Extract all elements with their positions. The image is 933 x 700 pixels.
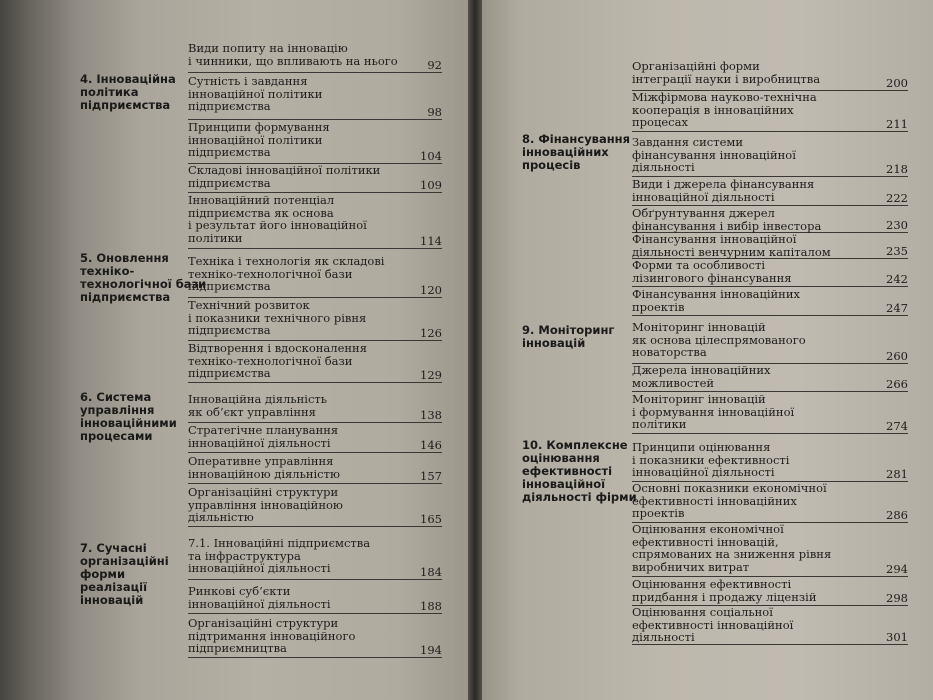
toc-entry-text: Завдання системи фінансування інноваційної діяльності <box>632 135 796 174</box>
toc-page-number: 211 <box>886 116 908 131</box>
toc-page-number: 266 <box>886 376 908 391</box>
toc-page-number: 200 <box>886 75 908 90</box>
section-title: 7. Сучасні організаційні форми реалізації інновацій <box>80 541 169 607</box>
toc-entry-text: Організаційні структури управління інноваційною діяльністю <box>188 485 343 524</box>
toc-page-number: 281 <box>886 466 908 481</box>
toc-entry-text: Оцінювання економічної ефективності інновацій, спрямованих на зниження рівня виробничих витрат <box>632 522 832 574</box>
toc-entry-text: Відтворення і вдосконалення техніко-технологічної бази підприємства <box>188 341 367 380</box>
toc-entry-text: Фінансування інноваційної діяльності венчурним капіталом <box>632 232 831 259</box>
toc-entry <box>632 523 908 577</box>
toc-entry-text: Види попиту на інновацію і чинники, що впливають на нього <box>188 41 398 68</box>
toc-page-number: 242 <box>886 271 908 286</box>
toc-page-number: 184 <box>420 564 442 579</box>
toc-page-number: 274 <box>886 418 908 433</box>
toc-entry <box>188 164 442 193</box>
toc-entry-text: Інноваційна діяльність як об’єкт управління <box>188 392 328 419</box>
toc-page-number: 126 <box>420 325 442 340</box>
toc-entry <box>632 288 908 316</box>
toc-entry <box>188 424 442 453</box>
toc-entry-text: Оцінювання соціальної ефективності інноваційної діяльності <box>632 605 794 644</box>
toc-entry-text: Ринкові суб’єкти інноваційної діяльності <box>188 584 331 611</box>
toc-entry-text: Моніторинг інновацій як основа цілеспрямованого новаторства <box>632 320 806 359</box>
toc-entry-text: Види і джерела фінансування інноваційної діяльності <box>632 177 815 204</box>
toc-page-number: 92 <box>427 57 442 72</box>
toc-page-number: 247 <box>886 300 908 315</box>
section-title: 9. Моніторинг інновацій <box>522 323 615 350</box>
toc-page-number: 260 <box>886 348 908 363</box>
toc-page-number: 188 <box>420 598 442 613</box>
toc-entry-text: Інноваційний потенціал підприємства як основа і результат його інноваційної політики <box>188 193 367 245</box>
toc-entry <box>188 342 442 383</box>
toc-page-number: 114 <box>420 233 442 248</box>
toc-entry-text: Основні показники економічної ефективності інноваційних проектів <box>632 481 827 520</box>
toc-entry-text: Оцінювання ефективності придбання і продажу ліцензій <box>632 577 817 604</box>
toc-page-number: 109 <box>420 177 442 192</box>
toc-entry <box>188 75 442 120</box>
toc-page-number: 146 <box>420 437 442 452</box>
toc-entry-text: Моніторинг інновацій і формування інноваційної політики <box>632 392 795 431</box>
toc-entry <box>188 585 442 614</box>
toc-entry-text: Принципи формування інноваційної політики підприємства <box>188 120 330 159</box>
toc-entry-text: Організаційні структури підтримання інноваційного підприємництва <box>188 616 356 655</box>
toc-entry <box>632 178 908 206</box>
section-title: 5. Оновлення техніко- технологічної бази підприємства <box>80 251 207 304</box>
toc-entry <box>632 233 908 259</box>
toc-entry-text: Обґрунтування джерел фінансування і вибір інвестора <box>632 206 822 233</box>
toc-entry <box>188 255 442 298</box>
toc-entry-text: Принципи оцінювання і показники ефективності інноваційної діяльності <box>632 440 790 479</box>
toc-entry-text: Сутність і завдання інноваційної політики підприємства <box>188 74 323 113</box>
book-gutter <box>468 0 482 700</box>
toc-page-number: 222 <box>886 190 908 205</box>
toc-entry <box>632 259 908 287</box>
toc-entry <box>188 455 442 484</box>
toc-entry <box>632 364 908 392</box>
toc-entry <box>188 393 442 423</box>
toc-entry <box>632 578 908 606</box>
toc-page-number: 298 <box>886 590 908 605</box>
toc-page-number: 286 <box>886 507 908 522</box>
toc-entry <box>632 441 908 482</box>
toc-page-number: 301 <box>886 629 908 644</box>
section-title: 6. Система управління інноваційними процесами <box>80 390 177 443</box>
toc-entry-text: Оперативне управління інноваційною діяльністю <box>188 454 340 481</box>
toc-entry-text: Складові інноваційної політики підприємства <box>188 163 381 190</box>
toc-entry-text: Організаційні форми інтеграції науки і виробництва <box>632 59 821 86</box>
toc-entry <box>188 617 442 658</box>
toc-entry <box>632 321 908 364</box>
toc-page-number: 235 <box>886 243 908 258</box>
toc-page-number: 157 <box>420 468 442 483</box>
toc-entry <box>632 393 908 434</box>
toc-entry <box>632 91 908 132</box>
toc-page-number: 138 <box>420 407 442 422</box>
toc-page-number: 230 <box>886 217 908 232</box>
toc-entry <box>632 60 908 91</box>
toc-entry <box>188 194 442 249</box>
toc-page-number: 194 <box>420 642 442 657</box>
section-title: 4. Інноваційна політика підприємства <box>80 72 176 112</box>
toc-entry-text: Джерела інноваційних можливостей <box>632 363 771 390</box>
toc-entry <box>188 299 442 341</box>
toc-entry-text: Технічний розвиток і показники технічного рівня підприємства <box>188 298 367 337</box>
section-title: 10. Комплексне оцінювання ефективності інноваційної діяльності фірми <box>522 438 637 504</box>
right-page <box>482 0 933 700</box>
toc-page-number: 165 <box>420 511 442 526</box>
toc-page-number: 120 <box>420 282 442 297</box>
toc-entry <box>188 537 442 580</box>
toc-page-number: 218 <box>886 161 908 176</box>
toc-entry-text: Форми та особливості лізингового фінансування <box>632 258 792 285</box>
toc-page-number: 294 <box>886 561 908 576</box>
toc-entry-text: 7.1. Інноваційні підприємства та інфраструктура інноваційної діяльності <box>188 536 371 575</box>
toc-entry <box>632 482 908 523</box>
toc-entry <box>188 42 442 73</box>
toc-page-number: 98 <box>427 104 442 119</box>
toc-entry <box>188 121 442 164</box>
toc-entry-text: Стратегічне планування інноваційної діяльності <box>188 423 339 450</box>
toc-entry-text: Міжфірмова науково-технічна кооперація в інноваційних процесах <box>632 90 817 129</box>
toc-entry <box>632 606 908 645</box>
toc-entry <box>188 486 442 527</box>
toc-entry <box>632 136 908 177</box>
toc-entry-text: Техніка і технологія як складові техніко-технологічної бази підприємства <box>188 254 385 293</box>
toc-page-number: 129 <box>420 367 442 382</box>
section-title: 8. Фінансування інноваційних процесів <box>522 132 630 172</box>
toc-page-number: 104 <box>420 148 442 163</box>
toc-entry <box>632 207 908 233</box>
toc-entry-text: Фінансування інноваційних проектів <box>632 287 801 314</box>
